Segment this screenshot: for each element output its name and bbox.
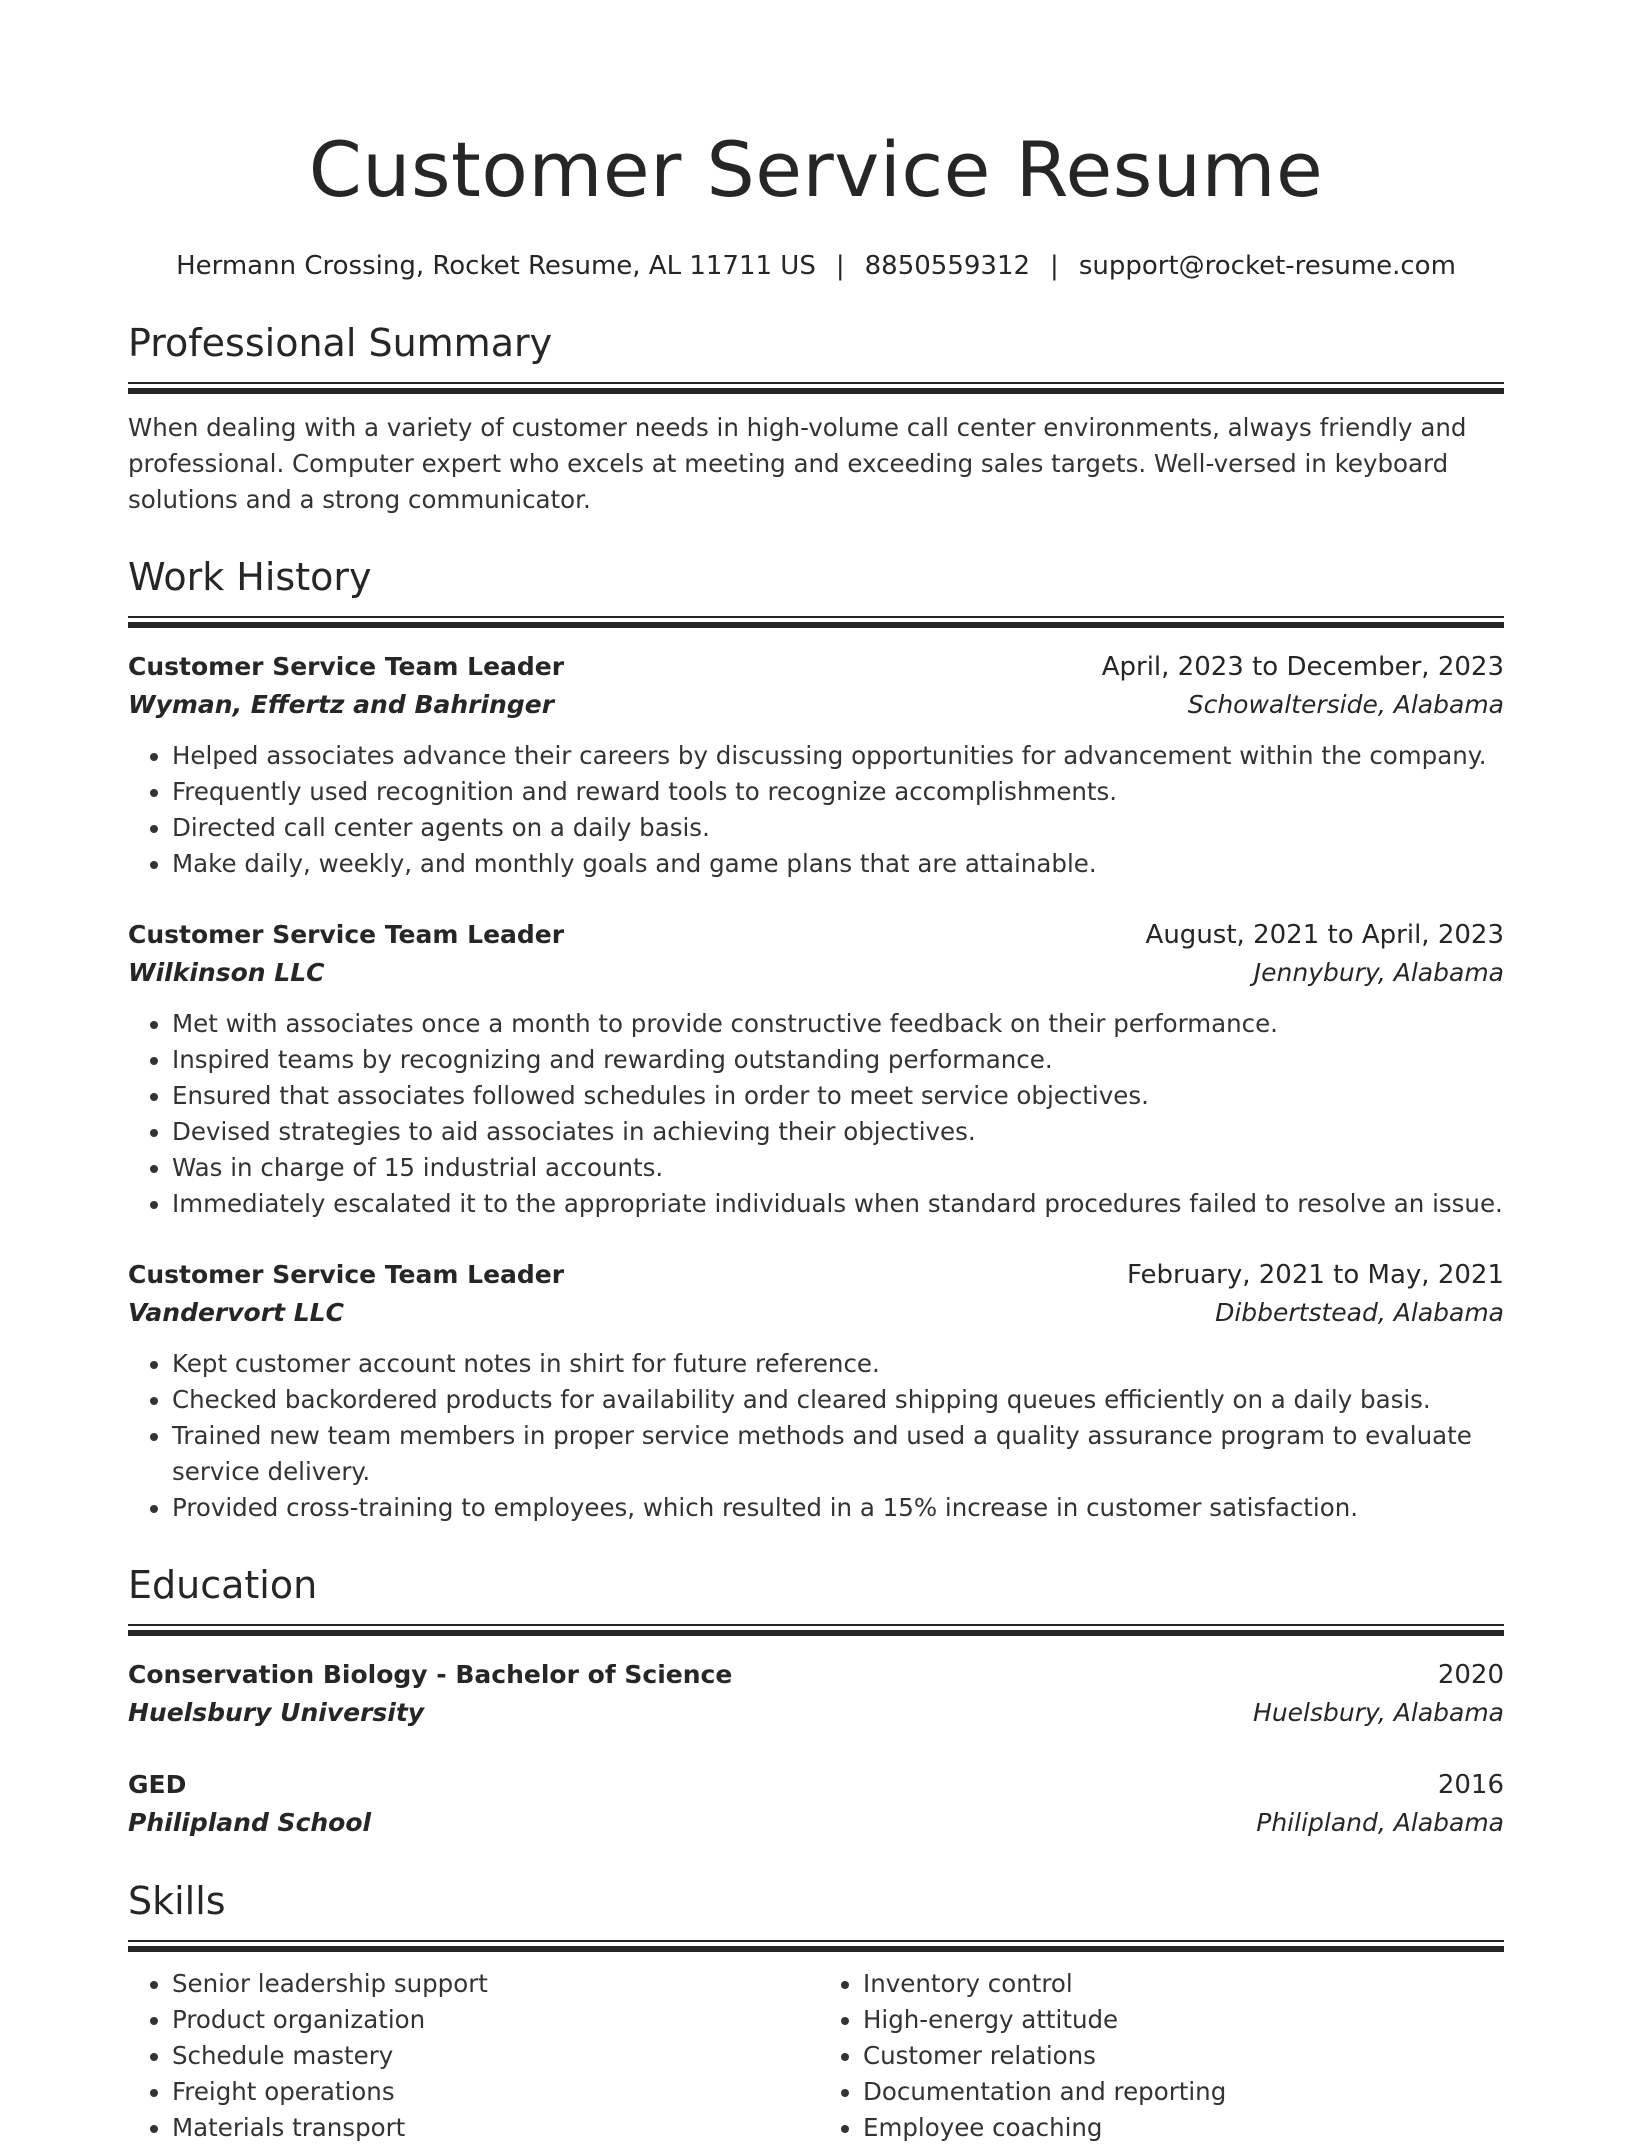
job-role: Customer Service Team Leader [128,920,565,949]
job-role: Customer Service Team Leader [128,652,565,681]
skill-item: • Documentation and reporting [863,2074,1504,2110]
job-company: Wilkinson LLC [128,958,325,987]
job-bullets [128,738,1504,882]
summary-section [128,318,1504,518]
job-location: Dibbertstead, Alabama [1215,1298,1504,1327]
job-bullet: • Met with associates once a month to provide constructive feedback on their performance. [172,1006,1504,1042]
education-entry [128,1766,1504,1842]
job-company: Vandervort LLC [128,1298,344,1327]
job-bullet: • Inspired teams by recognizing and rewarding outstanding performance. [172,1042,1504,1078]
skills-column-right [813,1966,1504,2146]
skills-list [128,1966,1504,2146]
job-bullet: • Checked backordered products for availability and cleared shipping queues efficiently on a daily basis. [172,1382,1504,1418]
skill-item: • Product organization [172,2002,813,2038]
job-dates: April, 2023 to December, 2023 [1101,652,1504,682]
job-bullet: • Devised strategies to aid associates in achieving their objectives. [172,1114,1504,1150]
job-bullet: • Provided cross-training to employees, which resulted in a 15% increase in customer satisfaction. [172,1490,1504,1526]
education-year: 2016 [1437,1770,1504,1800]
contact-address: Hermann Crossing, Rocket Resume, AL 11711 US [176,251,816,281]
job-bullet: • Directed call center agents on a daily basis. [172,810,1504,846]
job-bullet: • Ensured that associates followed schedules in order to meet service objectives. [172,1078,1504,1114]
skill-item: • High-energy attitude [863,2002,1504,2038]
job-company: Wyman, Effertz and Bahringer [128,690,555,719]
job-bullet: • Trained new team members in proper service methods and used a quality assurance program to evaluate service delivery. [172,1418,1504,1490]
job-bullet: • Kept customer account notes in shirt for future reference. [172,1346,1504,1382]
job-bullet: • Frequently used recognition and reward tools to recognize accomplishments. [172,774,1504,810]
job-bullets [128,1346,1504,1526]
skill-item: • Materials transport [172,2110,813,2146]
job-entry [128,1256,1504,1526]
job-bullet: • Make daily, weekly, and monthly goals and game plans that are attainable. [172,846,1504,882]
section-divider [128,382,1504,394]
education-degree: Conservation Biology - Bachelor of Science [128,1660,733,1689]
job-location: Jennybury, Alabama [1253,958,1504,987]
job-entry [128,916,1504,1222]
contact-separator: | [1050,251,1059,281]
section-divider [128,616,1504,628]
education-school: Philipland School [128,1808,372,1837]
section-divider [128,1624,1504,1636]
summary-text: When dealing with a variety of customer needs in high-volume call center environments, always friendly and professional. Computer expert who excels at meeting and exceeding sales targets. Well-versed in keyboard solutions and a strong communicator. [128,413,1467,514]
job-bullet: • Helped associates advance their careers by discussing opportunities for advancement within the company. [172,738,1504,774]
skill-item: • Senior leadership support [172,1966,813,2002]
resume-title: Customer Service Resume [308,125,1324,214]
job-entry [128,648,1504,882]
education-location: Huelsbury, Alabama [1253,1698,1504,1727]
job-bullets [128,1006,1504,1222]
education-entry [128,1656,1504,1732]
job-location: Schowalterside, Alabama [1187,690,1504,719]
skill-item: • Customer relations [863,2038,1504,2074]
education-section [128,1560,1504,1842]
skill-item: • Inventory control [863,1966,1504,2002]
job-bullet: • Immediately escalated it to the appropriate individuals when standard procedures failed to resolve an issue. [172,1186,1504,1222]
skills-section [128,1876,1504,2146]
section-title-summary: Professional Summary [128,321,553,365]
job-role: Customer Service Team Leader [128,1260,565,1289]
skill-item: • Schedule mastery [172,2038,813,2074]
contact-phone: 8850559312 [864,251,1031,281]
skills-column-left [128,1966,813,2146]
skill-item: • Employee coaching [863,2110,1504,2146]
education-location: Philipland, Alabama [1256,1808,1504,1837]
education-year: 2020 [1437,1660,1504,1690]
education-school: Huelsbury University [128,1698,425,1727]
skill-item: • Freight operations [172,2074,813,2110]
work-history-section [128,552,1504,1526]
job-dates: August, 2021 to April, 2023 [1145,920,1504,950]
contact-line [128,248,1504,284]
contact-separator: | [835,251,845,281]
section-title-education: Education [128,1563,318,1607]
contact-email: support@rocket-resume.com [1078,251,1456,281]
job-dates: February, 2021 to May, 2021 [1127,1260,1504,1290]
education-degree: GED [128,1770,187,1799]
job-bullet: • Was in charge of 15 industrial accounts. [172,1150,1504,1186]
section-title-work: Work History [128,555,372,599]
section-title-skills: Skills [128,1879,226,1923]
section-divider [128,1940,1504,1952]
